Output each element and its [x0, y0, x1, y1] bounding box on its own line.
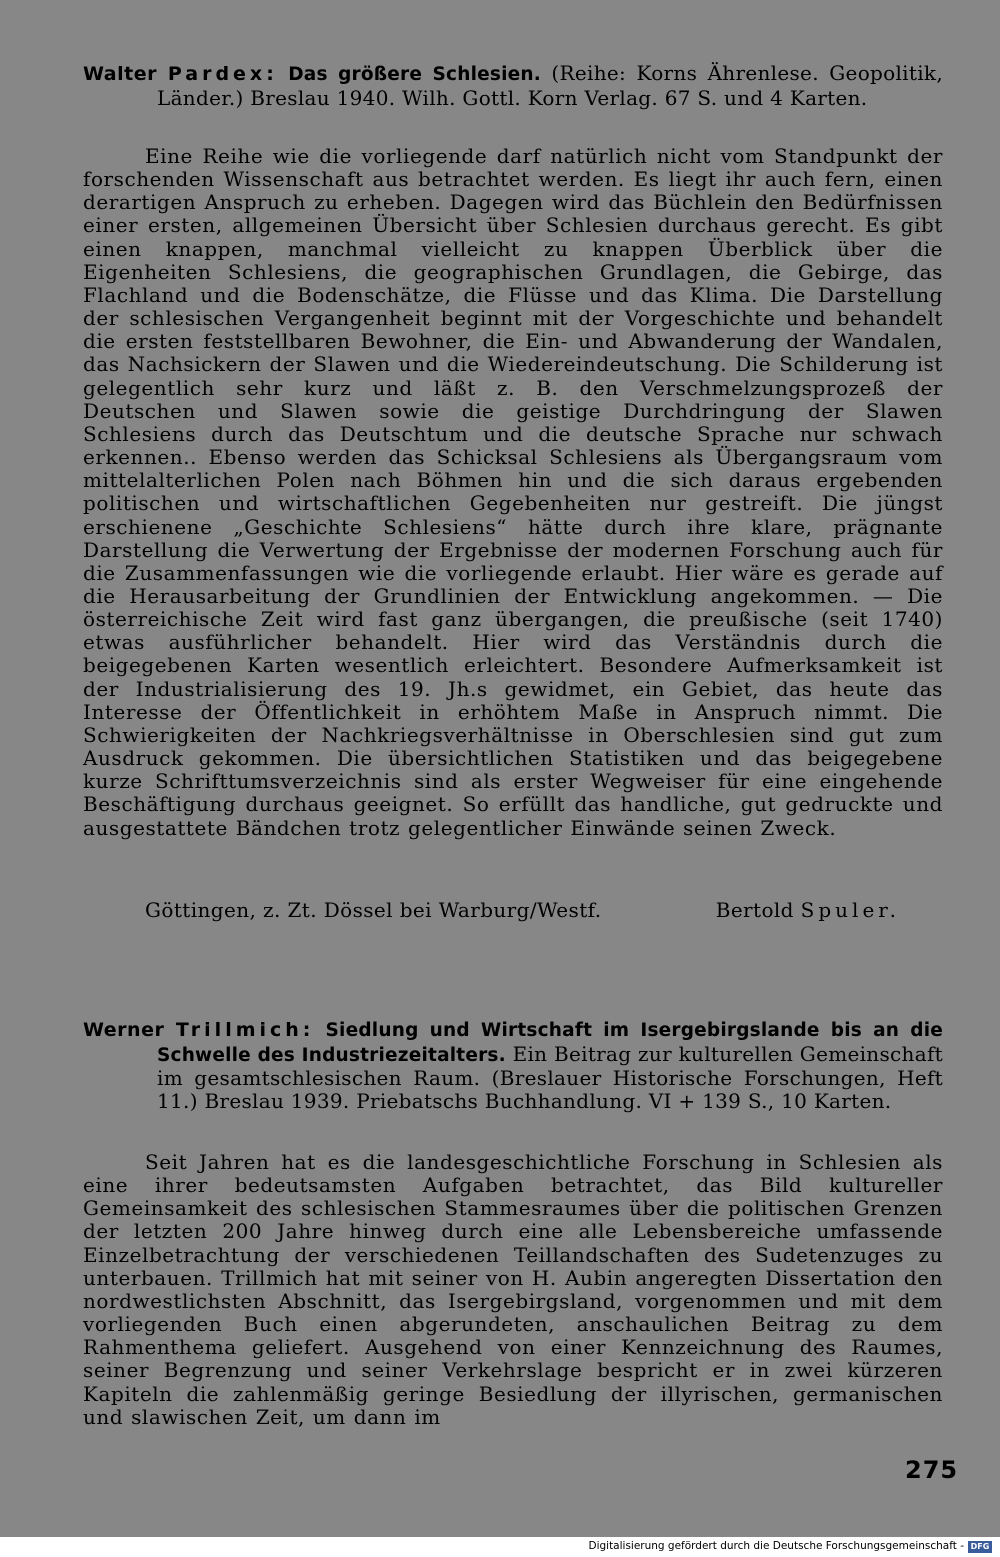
- review-2-text: Seit Jahren hat es die landesgeschichtliche Forschung in Schlesien als eine ihrer bedeutsamsten Aufgaben betrachtet, das Bild kultureller Gemeinsamkeit des schlesischen Stammesraumes über die politischen Grenzen der letzten 200 Jahre hinweg durch eine alle Lebensbereiche umfassende Einzelbetrachtung der verschiedenen Teillandschaften des Sudetenzuges zu unterbauen. Trillmich hat mit seiner von H. Aubin angeregten Dissertation den nordwestlichsten Abschnitt, das Isergebirgsland, vorgenommen und mit dem vorliegenden Buch einen abgerundeten, anschaulichen Beitrag zu dem Rahmenthema geliefert. Ausgehend von einer Kennzeichnung des Raumes, seiner Begrenzung und seiner Verkehrslage bespricht er in zwei kürzeren Kapiteln die zahlenmäßig geringe Besiedlung der illyrischen, germanischen und slawischen Zeit, um dann im: [83, 1150, 943, 1429]
- footer-text: Digitalisierung gefördert durch die Deutsche Forschungsgemeinschaft -: [588, 1540, 964, 1552]
- review-1-header: [83, 62, 943, 109]
- review-2-author-last: Trillmich:: [175, 1019, 315, 1041]
- review-1-reviewer-last: Spuler.: [800, 898, 900, 922]
- review-1-signature: [145, 898, 915, 922]
- review-1-body: [83, 145, 943, 840]
- page-number: 275: [905, 1456, 959, 1484]
- review-1-book-title: Das größere Schlesien.: [288, 64, 541, 85]
- review-2-book-title: Siedlung und Wirtschaft im Isergebirgslande bis an die Schwelle des Industriezeitalters.: [157, 1020, 943, 1066]
- review-2-body: [83, 1151, 943, 1429]
- review-1-author: [83, 63, 278, 85]
- review-2-citation: [83, 1018, 943, 1112]
- review-1-author-last: Pardex:: [167, 63, 278, 85]
- review-1-text: Eine Reihe wie die vorliegende darf natürlich nicht vom Standpunkt der forschenden Wissenschaft aus betrachtet werden. Es liegt ihr auch fern, einen derartigen Anspruch zu erheben. Dagegen wird das Büchlein den Bedürfnissen einer ersten, allgemeinen Übersicht über Schlesien durchaus gerecht. Es gibt einen knappen, manchmal vielleicht zu knappen Überblick über die Eigenheiten Schlesiens, die geographischen Grundlagen, die Gebirge, das Flachland und die Bodenschätze, die Flüsse und das Klima. Die Darstellung der schlesischen Vergangenheit beginnt mit der Vorgeschichte und behandelt die ersten feststellbaren Bewohner, die Ein- und Abwanderung der Wandalen, das Nachsickern der Slawen und die Wiedereindeutschung. Die Schilderung ist gelegentlich sehr kurz und läßt z. B. den Verschmelzungsprozeß der Deutschen und Slawen sowie die geistige Durchdringung der Slawen Schlesiens durch das Deutschtum und die deutsche Sprache nur schwach erkennen.. Ebenso werden das Schicksal Schlesiens als Übergangsraum vom mittelalterlichen Polen nach Böhmen hin und die sich daraus ergebenden politischen und wirtschaftlichen Gegebenheiten nur gestreift. Die jüngst erschienene „Geschichte Schlesiens“ hätte durch ihre klare, prägnante Darstellung die Verwertung der Ergebnisse der modernen Forschung auch für die Zusammenfassungen wie die vorliegende erlaubt. Hier wäre es gerade auf die Herausarbeitung der Grundlinien der Entwicklung angekommen. — Die österreichische Zeit wird fast ganz übergangen, die preußische (seit 1740) etwas ausführlicher behandelt. Hier wird das Verständnis durch die beigegebenen Karten wesentlich erleichtert. Besondere Aufmerksamkeit ist der Industrialisierung des 19. Jh.s gewidmet, ein Gebiet, das heute das Interesse der Öffentlichkeit in erhöhtem Maße in Anspruch nimmt. Die Schwierigkeiten der Nachkriegsverhältnisse in Oberschlesien sind gut zum Ausdruck gekommen. Die übersichtlichen Statistiken und das beigegebene kurze Schrifttumsverzeichnis sind als erster Wegweiser für eine eingehende Beschäftigung durchaus geeignet. So erfüllt das handliche, gut gedruckte und ausgestattete Bändchen trotz gelegentlicher Einwände seinen Zweck.: [83, 144, 943, 840]
- review-1-reviewer-first: Bertold: [715, 898, 794, 922]
- review-1-location: Göttingen, z. Zt. Dössel bei Warburg/Westf.: [145, 898, 602, 922]
- review-2-header: [83, 1018, 943, 1112]
- review-1-bibliographic-details: (Reihe: Korns Ährenlese. Geopolitik, Länder.) Breslau 1940. Wilh. Gottl. Korn Verlag. 67 S. und 4 Karten.: [157, 61, 943, 110]
- review-2-author-first: Werner: [83, 1019, 165, 1041]
- digitization-footer: [0, 1537, 1000, 1557]
- review-1-citation: [83, 62, 943, 109]
- review-1-author-first: Walter: [83, 63, 157, 85]
- review-2-author: [83, 1019, 314, 1041]
- review-1-reviewer: [716, 898, 900, 922]
- dfg-logo-icon: DFG: [968, 1541, 992, 1553]
- review-2-bibliographic-details: Ein Beitrag zur kulturellen Gemeinschaft im gesamtschlesischen Raum. (Breslauer Historische Forschungen, Heft 11.) Breslau 1939. Priebatschs Buchhandlung. VI + 139 S., 10 Karten.: [157, 1041, 944, 1113]
